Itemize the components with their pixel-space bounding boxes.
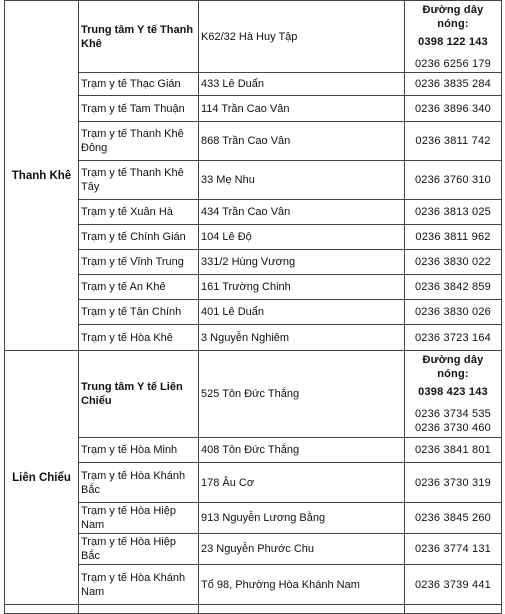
station-phone: 0236 3830 026 (405, 300, 502, 325)
table-row (5, 351, 502, 438)
station-name: Trạm y tế Hòa Khê (79, 325, 199, 351)
hotline-label: Đường dây nóng: (422, 354, 484, 380)
station-address: 33 Mẹ Nhu (199, 161, 405, 200)
station-phone: 0236 3723 164 (405, 325, 502, 351)
station-address: 23 Nguyễn Phước Chu (199, 534, 405, 565)
station-phone: 0236 3835 284 (405, 73, 502, 96)
station-name: Trạm y tế Xuân Hà (79, 200, 199, 225)
phone-number: 0236 3730 460 (414, 422, 491, 434)
hotline-number: 0398 423 143 (418, 386, 488, 398)
empty-cell (199, 605, 405, 614)
station-name: Trạm y tế Hòa Khánh Bắc (79, 463, 199, 503)
station-name: Trạm y tế Thanh Khê Tây (79, 161, 199, 200)
station-phone: 0236 3842 859 (405, 275, 502, 300)
table-row (5, 534, 502, 565)
station-name: Trạm y tế An Khê (79, 275, 199, 300)
station-name: Trạm y tế Tam Thuận (79, 96, 199, 122)
station-address: 913 Nguyễn Lương Bằng (199, 503, 405, 534)
table-row (5, 73, 502, 96)
table-row (5, 300, 502, 325)
center-phones (405, 351, 502, 438)
table-row (5, 250, 502, 275)
station-address: 408 Tôn Đức Thắng (199, 438, 405, 463)
center-address: K62/32 Hà Huy Tập (199, 1, 405, 73)
phone-number: 0236 6256 179 (414, 57, 491, 70)
station-name: Trạm y tế Hòa Minh (79, 438, 199, 463)
table-row (5, 503, 502, 534)
station-address: 3 Nguyễn Nghiêm (199, 325, 405, 351)
station-name: Trạm y tế Hòa Hiệp Bắc (79, 534, 199, 565)
empty-cell (405, 605, 502, 614)
station-address: 331/2 Hùng Vương (199, 250, 405, 275)
table-row (5, 605, 502, 614)
station-address: 401 Lê Duẩn (199, 300, 405, 325)
station-phone: 0236 3760 310 (405, 161, 502, 200)
health-facilities-table (4, 0, 502, 614)
station-phone: 0236 3811 962 (405, 225, 502, 250)
table-row (5, 96, 502, 122)
station-name: Trạm y tế Thanh Khê Đông (79, 122, 199, 161)
station-phone: 0236 3730 319 (405, 463, 502, 503)
hotline-label: Đường dây nóng: (422, 3, 484, 30)
station-address: 104 Lê Độ (199, 225, 405, 250)
table-row (5, 565, 502, 605)
station-address: 434 Trần Cao Vân (199, 200, 405, 225)
phone-number: 0236 3734 535 (414, 408, 491, 420)
empty-cell (79, 605, 199, 614)
center-phones (405, 1, 502, 73)
station-name: Trạm y tế Hòa Khánh Nam (79, 565, 199, 605)
station-name: Trạm y tế Hòa Hiệp Nam (79, 503, 199, 534)
station-name: Trạm y tế Vĩnh Trung (79, 250, 199, 275)
station-address: 161 Trường Chinh (199, 275, 405, 300)
table-row (5, 200, 502, 225)
station-name: Trạm y tế Tân Chính (79, 300, 199, 325)
station-name: Trạm y tế Thạc Gián (79, 73, 199, 96)
center-address: 525 Tôn Đức Thắng (199, 351, 405, 438)
empty-cell (5, 605, 79, 614)
table-row (5, 161, 502, 200)
station-phone: 0236 3774 131 (405, 534, 502, 565)
district-cell: Liên Chiểu (5, 351, 79, 605)
station-phone: 0236 3811 742 (405, 122, 502, 161)
station-phone: 0236 3813 025 (405, 200, 502, 225)
table-row (5, 325, 502, 351)
station-phone: 0236 3845 260 (405, 503, 502, 534)
station-name: Trạm y tế Chính Gián (79, 225, 199, 250)
station-address: 114 Trần Cao Vân (199, 96, 405, 122)
table-row (5, 225, 502, 250)
station-address: 178 Âu Cơ (199, 463, 405, 503)
table-row (5, 463, 502, 503)
center-name: Trung tâm Y tế Thanh Khê (79, 1, 199, 73)
station-address: 433 Lê Duẩn (199, 73, 405, 96)
hotline-number: 0398 122 143 (418, 35, 488, 48)
station-address: 868 Trần Cao Vân (199, 122, 405, 161)
station-address: Tổ 98, Phường Hòa Khánh Nam (199, 565, 405, 605)
station-phone: 0236 3841 801 (405, 438, 502, 463)
table-row (5, 438, 502, 463)
station-phone: 0236 3830 022 (405, 250, 502, 275)
center-name: Trung tâm Y tế Liên Chiểu (79, 351, 199, 438)
station-phone: 0236 3739 441 (405, 565, 502, 605)
table-row (5, 122, 502, 161)
district-cell: Thanh Khê (5, 1, 79, 351)
table-row (5, 275, 502, 300)
station-phone: 0236 3896 340 (405, 96, 502, 122)
table-row (5, 1, 502, 73)
